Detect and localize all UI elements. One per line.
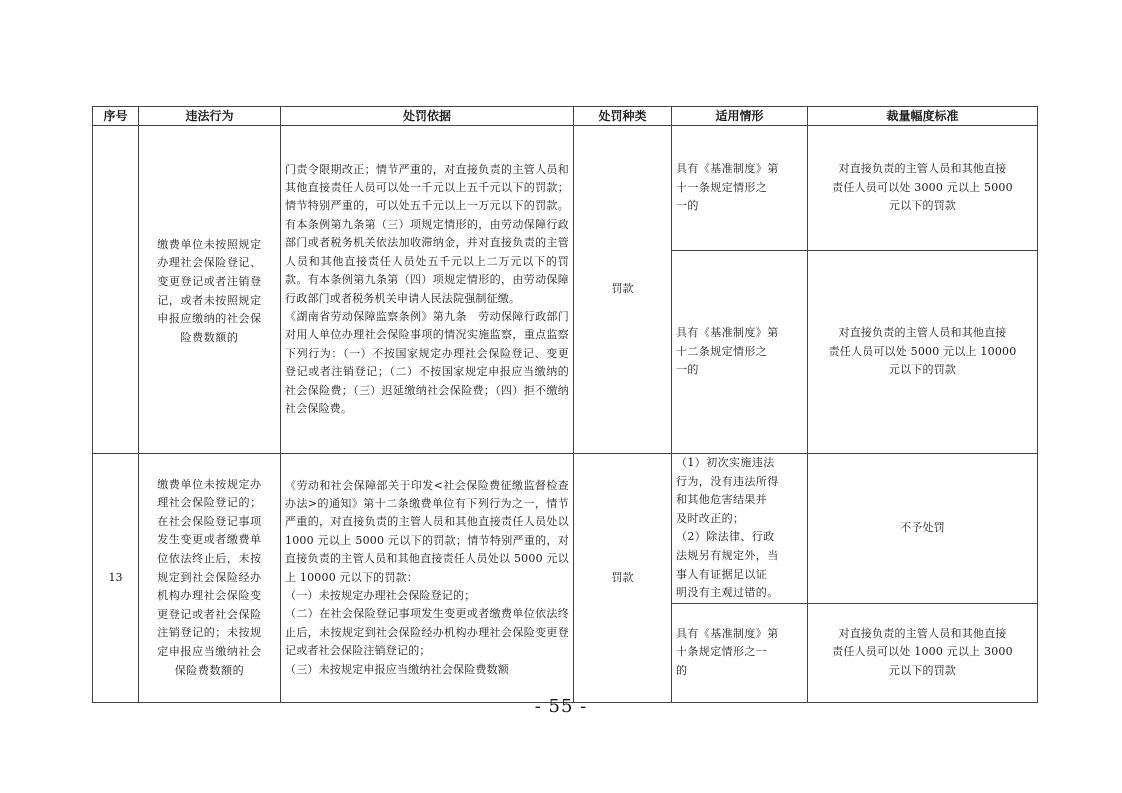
header-violation: 违法行为: [139, 107, 281, 126]
row1-no: [93, 126, 139, 454]
header-condition: 适用情形: [672, 107, 808, 126]
row2-no: 13: [93, 454, 139, 703]
row1-penalty-type: 罚款: [574, 126, 672, 454]
page-number: - 55 -: [534, 696, 588, 717]
row2-violation: 缴费单位未按规定办 理社会保险登记的； 在社会保险登记事项 发生变更或者缴费单 位依法终止后，未按 规定到社会保险经办 机构办理社会保险变 更登记或者社会保险 注销登记的；未按规 定申报应当缴纳社会 保险费数额的: [139, 454, 281, 703]
header-no: 序号: [93, 107, 139, 126]
header-basis: 处罚依据: [281, 107, 574, 126]
row1-tier2-condition: 具有《基准制度》第 十二条规定情形之 一的: [672, 251, 808, 454]
row1-tier2-discretion: 对直接负责的主管人员和其他直接 责任人员可以处 5000 元以上 10000 元以下的罚款: [808, 251, 1038, 454]
row2-tier1-discretion: 不予处罚: [808, 454, 1038, 604]
row1-basis: 门责令限期改正；情节严重的，对直接负责的主管人员和其他直接责任人员可以处一千元以上五千元以下的罚款；情节特别严重的，可以处五千元以上一万元以下的罚款。有本条例第九条第（三）项规定情形的，由劳动保障行政部门或者税务机关依法加收滞纳金，并对直接负责的主管人员和其他直接责任人员处五千元以上二万元以下的罚款。有本条例第九条第（四）项规定情形的，由劳动保障行政部门或者税务机关申请人民法院强制征缴。 《湖南省劳动保障监察条例》第九条 劳动保障行政部门对用人单位办理社会保险事项的情况实施监察，重点监察下列行为：（一）不按国家规定办理社会保险登记、变更登记或者注销登记；（二）不按国家规定申报应当缴纳的社会保险费；（三）迟延缴纳社会保险费；（四）拒不缴纳社会保险费。: [281, 126, 574, 454]
row1-tier1-condition: 具有《基准制度》第 十一条规定情形之 一的: [672, 126, 808, 251]
penalty-standards-table: [92, 106, 1038, 703]
row1-tier1-discretion: 对直接负责的主管人员和其他直接 责任人员可以处 3000 元以上 5000 元以下的罚款: [808, 126, 1038, 251]
row2-penalty-type: 罚款: [574, 454, 672, 703]
row2-tier2-condition: 具有《基准制度》第 十条规定情形之一 的: [672, 603, 808, 702]
table-header-row: [93, 107, 1038, 126]
table-row: [93, 126, 1038, 251]
row2-tier2-discretion: 对直接负责的主管人员和其他直接 责任人员可以处 1000 元以上 3000 元以下的罚款: [808, 603, 1038, 702]
header-penalty-type: 处罚种类: [574, 107, 672, 126]
table-row: [93, 454, 1038, 604]
header-discretion: 裁量幅度标准: [808, 107, 1038, 126]
row2-tier1-condition: （1）初次实施违法 行为，没有违法所得 和其他危害结果并 及时改正的； （2）除法律、行政 法规另有规定外，当 事人有证据足以证 明没有主观过错的。: [672, 454, 808, 604]
row1-violation: 缴费单位未按照规定 办理社会保险登记、 变更登记或者注销登 记，或者未按照规定 申报应缴纳的社会保 险费数额的: [139, 126, 281, 454]
row2-basis: 《劳动和社会保障部关于印发<社会保险费征缴监督检查办法>的通知》第十二条缴费单位有下列行为之一，情节严重的，对直接负责的主管人员和其他直接责任人员处以 1000 元以上 5000 元以下的罚款；情节特别严重的，对直接负责的主管人员和其他直接责任人员处以 5000 元以上 10000 元以下的罚款： （一）未按规定办理社会保险登记的； （二）在社会保险登记事项发生变更或者缴费单位依法终止后，未按规定到社会保险经办机构办理社会保险变更登记或者社会保险注销登记的； （三）未按规定申报应当缴纳社会保险费数额: [281, 454, 574, 703]
